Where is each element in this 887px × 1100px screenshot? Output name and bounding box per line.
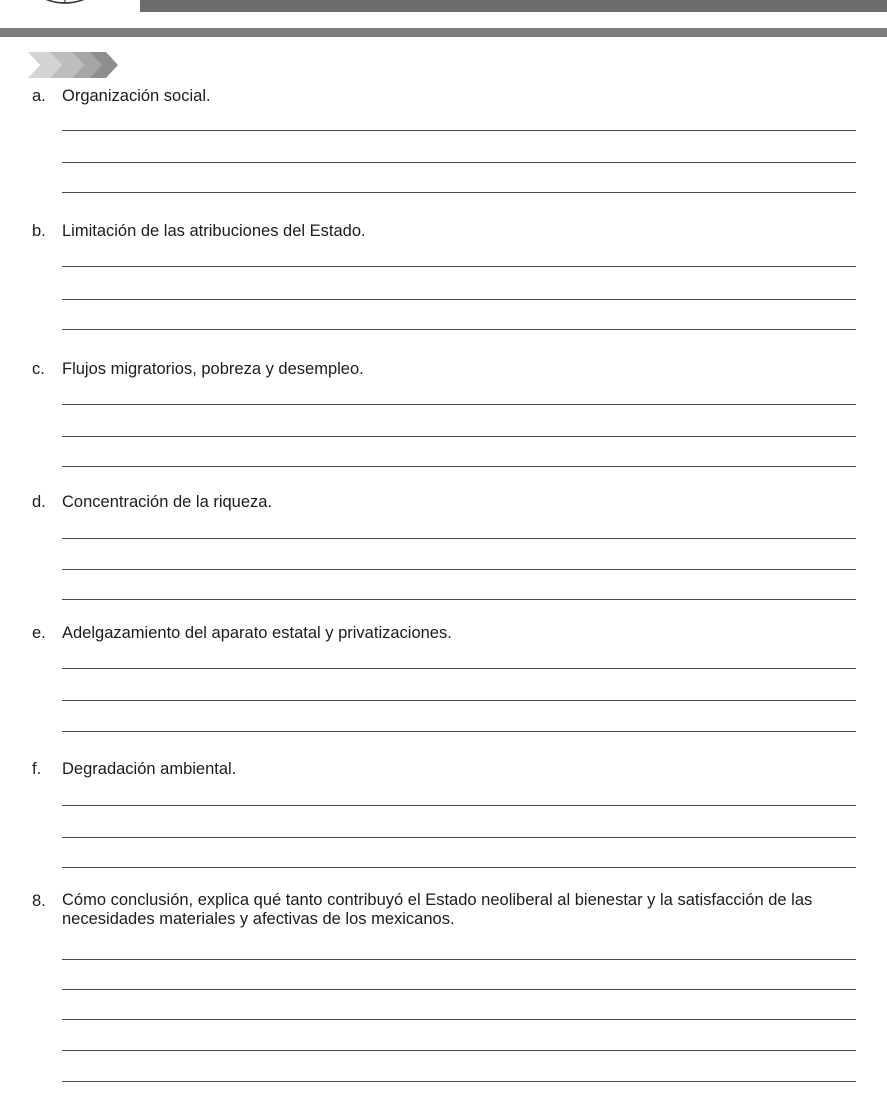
answer-line[interactable] bbox=[62, 989, 856, 990]
item-text: Limitación de las atribuciones del Estado. bbox=[62, 222, 366, 240]
answer-line[interactable] bbox=[62, 266, 856, 267]
item-text: Concentración de la riqueza. bbox=[62, 493, 273, 511]
item-letter: c. bbox=[32, 360, 45, 378]
answer-line[interactable] bbox=[62, 731, 856, 732]
answer-line[interactable] bbox=[62, 599, 856, 600]
answer-line[interactable] bbox=[62, 436, 856, 437]
item-text: Flujos migratorios, pobreza y desempleo. bbox=[62, 360, 364, 378]
header-dark-bar bbox=[140, 0, 887, 12]
globe-icon bbox=[30, 0, 100, 8]
answer-line[interactable] bbox=[62, 130, 856, 131]
answer-line[interactable] bbox=[62, 329, 856, 330]
answer-line[interactable] bbox=[62, 404, 856, 405]
item-text: Adelgazamiento del aparato estatal y privatizaciones. bbox=[62, 624, 452, 642]
answer-line[interactable] bbox=[62, 192, 856, 193]
answer-line[interactable] bbox=[62, 867, 856, 868]
question-8-text: Cómo conclusión, explica qué tanto contribuyó el Estado neoliberal al bienestar y la satisfacción de las necesidades materiales y afectivas de los mexicanos. bbox=[62, 891, 813, 928]
answer-line[interactable] bbox=[62, 668, 856, 669]
item-text: Degradación ambiental. bbox=[62, 760, 237, 778]
item-letter: a. bbox=[32, 87, 46, 105]
item-letter: d. bbox=[32, 493, 46, 511]
answer-line[interactable] bbox=[62, 299, 856, 300]
answer-line[interactable] bbox=[62, 1081, 856, 1082]
item-letter: b. bbox=[32, 222, 46, 240]
answer-line[interactable] bbox=[62, 700, 856, 701]
answer-line[interactable] bbox=[62, 1050, 856, 1051]
answer-line[interactable] bbox=[62, 1019, 856, 1020]
answer-line[interactable] bbox=[62, 959, 856, 960]
item-text: Organización social. bbox=[62, 87, 211, 105]
answer-line[interactable] bbox=[62, 162, 856, 163]
header-band bbox=[0, 28, 887, 37]
item-letter: f. bbox=[32, 760, 42, 778]
answer-line[interactable] bbox=[62, 805, 856, 806]
answer-line[interactable] bbox=[62, 837, 856, 838]
question-8-number: 8. bbox=[32, 892, 46, 910]
answer-line[interactable] bbox=[62, 466, 856, 467]
answer-line[interactable] bbox=[62, 538, 856, 539]
answer-line[interactable] bbox=[62, 569, 856, 570]
item-letter: e. bbox=[32, 624, 46, 642]
chevrons-right-icon bbox=[28, 52, 120, 78]
